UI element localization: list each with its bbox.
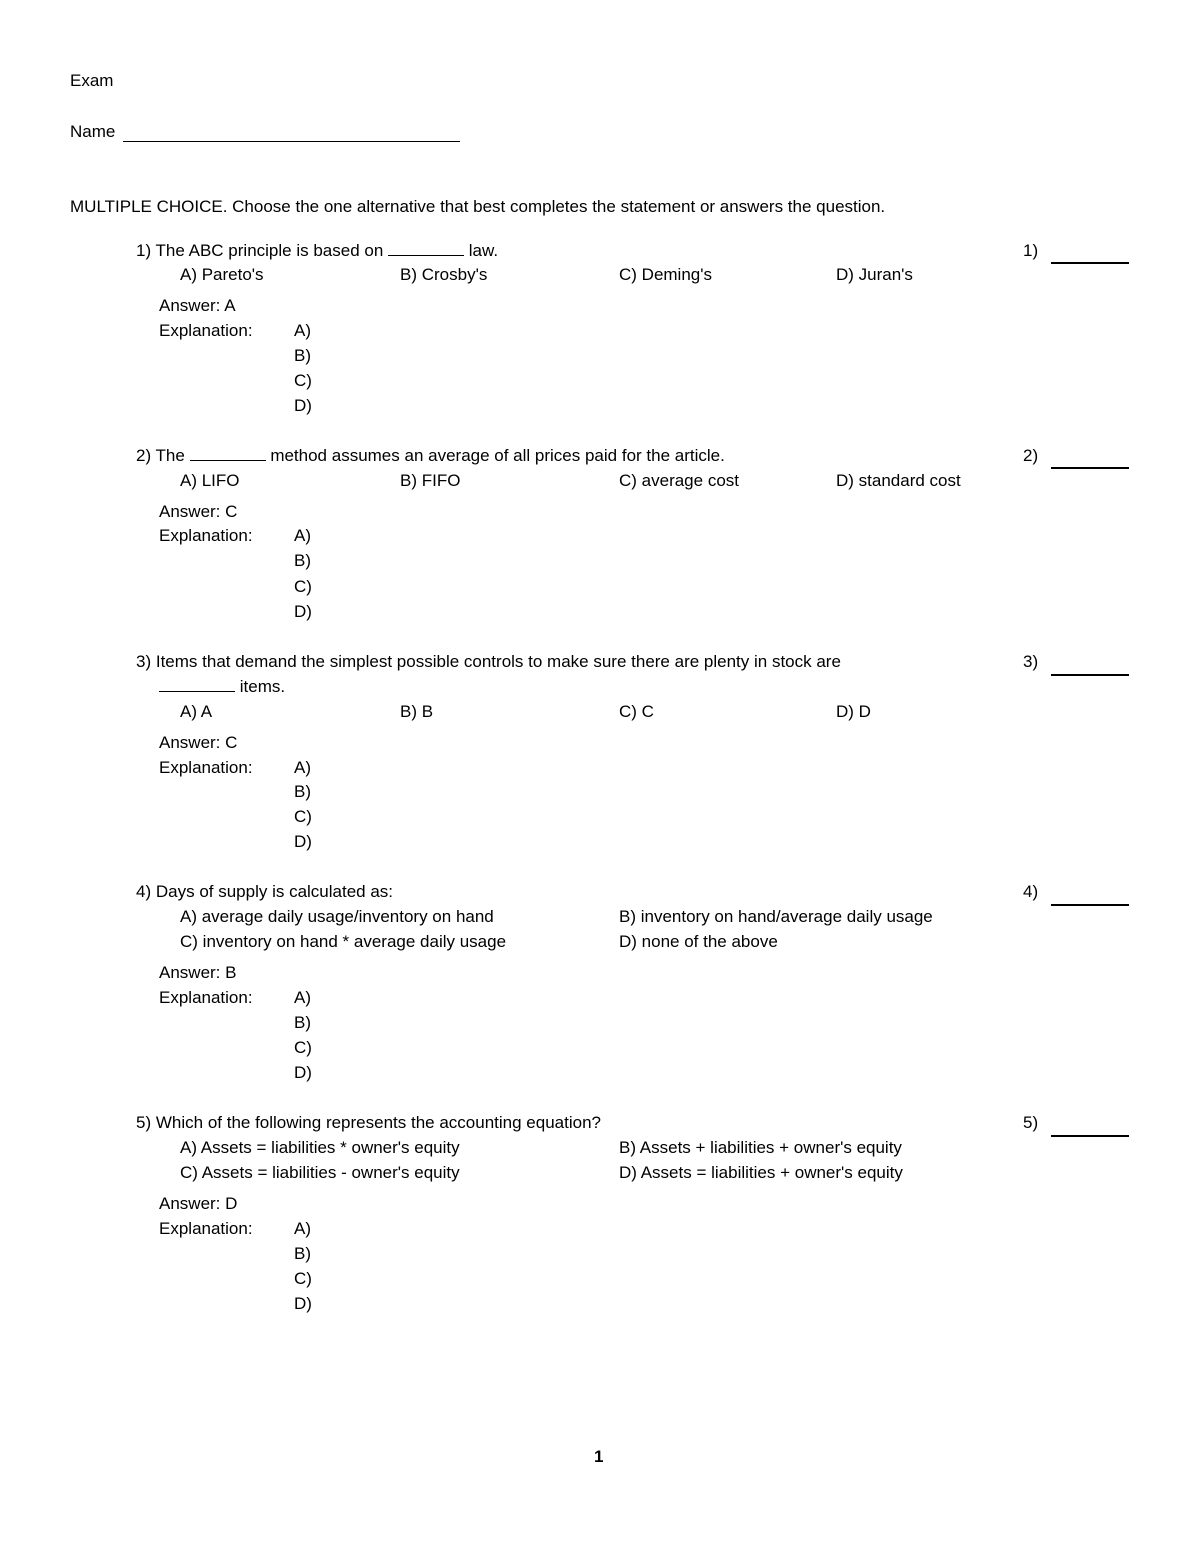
answer-value: C (225, 502, 238, 521)
option-a: A) Assets = liabilities * owner's equity (180, 1138, 460, 1157)
option-c: C) Deming's (619, 265, 712, 284)
fill-blank (190, 446, 266, 461)
explanation-c: C) (294, 371, 312, 390)
question-text-end: method assumes an average of all prices paid for the article. (270, 446, 725, 465)
explanation-b: B) (294, 346, 311, 365)
explanation-b: B) (294, 1013, 311, 1032)
name-field-line[interactable] (123, 141, 460, 142)
option-a: A) A (180, 702, 213, 721)
option-b: B) Assets + liabilities + owner's equity (619, 1138, 902, 1157)
question-number: 3) (136, 652, 152, 671)
explanation-b: B) (294, 782, 311, 801)
margin-number: 1) (1023, 241, 1039, 260)
question-number: 5) (136, 1113, 152, 1132)
answer-line (159, 733, 237, 753)
answer-label: Answer: (159, 296, 225, 315)
answer-line (159, 296, 236, 316)
question-stem (136, 882, 393, 902)
question-number: 2) (136, 446, 152, 465)
question-text: The (155, 446, 185, 465)
explanation-a: A) (294, 758, 311, 777)
option-b: B) B (400, 702, 434, 721)
answer-value: B (225, 963, 237, 982)
option-a: A) LIFO (180, 471, 240, 490)
explanation-b: B) (294, 551, 311, 570)
explanation-label: Explanation: (159, 758, 253, 777)
explanation-c: C) (294, 1269, 312, 1288)
question-text: Which of the following represents the accounting equation? (155, 1113, 601, 1132)
answer-value: D (225, 1194, 238, 1213)
question-text-end: law. (468, 241, 499, 260)
option-b: B) inventory on hand/average daily usage (619, 907, 933, 926)
page-number: 1 (594, 1447, 604, 1466)
instructions: MULTIPLE CHOICE. Choose the one alternative that best completes the statement or answers the question. (70, 197, 886, 216)
option-b: B) Crosby's (400, 265, 488, 284)
option-b: B) FIFO (400, 471, 461, 490)
answer-label: Answer: (159, 1194, 226, 1213)
question-stem (136, 241, 498, 261)
explanation-d: D) (294, 832, 312, 851)
answer-line (159, 963, 236, 983)
explanation-b: B) (294, 1244, 311, 1263)
question-stem-line2 (159, 677, 285, 697)
answer-label: Answer: (159, 733, 226, 752)
answer-value: C (225, 733, 238, 752)
answer-line (159, 1194, 237, 1214)
answer-line (159, 502, 237, 522)
explanation-label: Explanation: (159, 988, 253, 1007)
answer-label: Answer: (159, 502, 226, 521)
question-stem (136, 652, 841, 672)
option-c: C) C (619, 702, 654, 721)
explanation-a: A) (294, 988, 311, 1007)
explanation-c: C) (294, 577, 312, 596)
option-a: A) average daily usage/inventory on hand (180, 907, 494, 926)
fill-blank (159, 677, 235, 692)
explanation-a: A) (294, 1219, 311, 1238)
answer-blank[interactable] (1051, 904, 1129, 906)
margin-number: 4) (1023, 882, 1039, 901)
name-label: Name (70, 122, 116, 141)
question-stem (136, 446, 725, 466)
option-c: C) Assets = liabilities - owner's equity (180, 1163, 460, 1182)
option-a: A) Pareto's (180, 265, 264, 284)
question-number: 4) (136, 882, 152, 901)
question-text: Items that demand the simplest possible controls to make sure there are plenty in stock are (155, 652, 841, 671)
explanation-label: Explanation: (159, 1219, 253, 1238)
option-d: D) Assets = liabilities + owner's equity (619, 1163, 903, 1182)
margin-number: 2) (1023, 446, 1039, 465)
explanation-label: Explanation: (159, 526, 253, 545)
option-d: D) D (836, 702, 871, 721)
answer-blank[interactable] (1051, 674, 1129, 676)
answer-blank[interactable] (1051, 262, 1129, 264)
question-number: 1) (136, 241, 152, 260)
explanation-d: D) (294, 1063, 312, 1082)
answer-value: A (224, 296, 236, 315)
question-text-end: items. (239, 677, 286, 696)
option-c: C) inventory on hand * average daily usage (180, 932, 507, 951)
explanation-a: A) (294, 321, 311, 340)
option-c: C) average cost (619, 471, 739, 490)
question-text: Days of supply is calculated as: (155, 882, 394, 901)
explanation-c: C) (294, 1038, 312, 1057)
option-d: D) standard cost (836, 471, 961, 490)
answer-blank[interactable] (1051, 467, 1129, 469)
margin-number: 3) (1023, 652, 1039, 671)
explanation-d: D) (294, 1294, 312, 1313)
question-stem (136, 1113, 601, 1133)
explanation-label: Explanation: (159, 321, 253, 340)
margin-number: 5) (1023, 1113, 1039, 1132)
fill-blank (388, 241, 464, 256)
option-d: D) none of the above (619, 932, 778, 951)
explanation-d: D) (294, 396, 312, 415)
option-d: D) Juran's (836, 265, 913, 284)
question-text: The ABC principle is based on (155, 241, 384, 260)
explanation-c: C) (294, 807, 312, 826)
explanation-a: A) (294, 526, 311, 545)
explanation-d: D) (294, 602, 312, 621)
exam-title: Exam (70, 71, 114, 90)
answer-blank[interactable] (1051, 1135, 1129, 1137)
answer-label: Answer: (159, 963, 226, 982)
